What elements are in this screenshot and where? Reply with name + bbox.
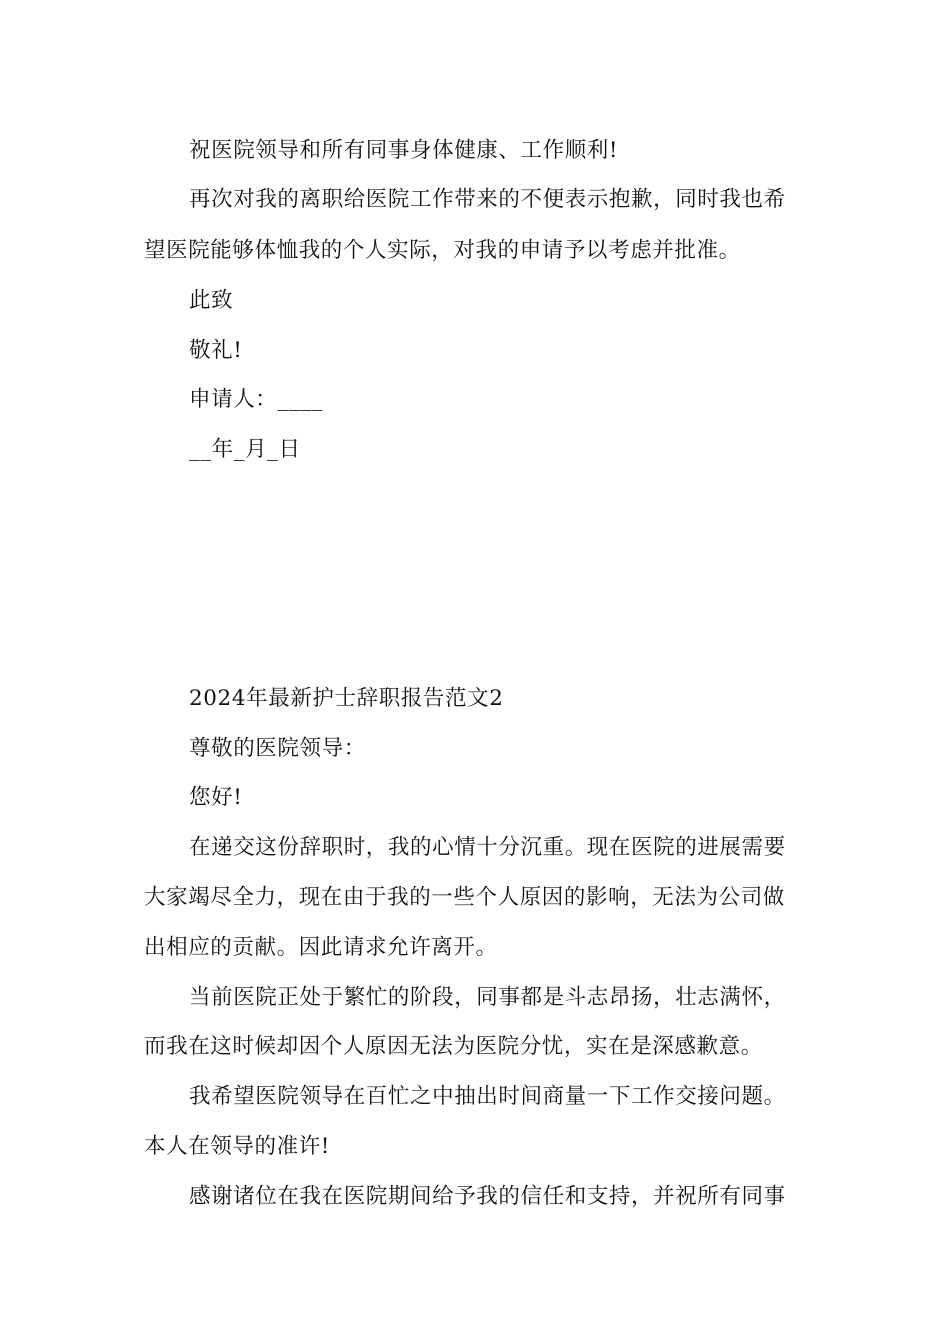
- paragraph-1-line-1: 在递交这份辞职时，我的心情十分沉重。现在医院的进展需要: [189, 835, 786, 860]
- paragraph-2-line-1: 当前医院正处于繁忙的阶段，同事都是斗志昂扬，壮志满怀，: [189, 985, 786, 1010]
- paragraph-2-line-2: 而我在这时候却因个人原因无法为医院分忧，实在是深感歉意。: [144, 1034, 763, 1059]
- paragraph-1-line-3: 出相应的贡献。因此请求允许离开。: [144, 935, 498, 960]
- paragraph-3-line-1: 我希望医院领导在百忙之中抽出时间商量一下工作交接问题。: [189, 1084, 786, 1109]
- salutation-cizhi: 此致: [189, 288, 234, 313]
- apology-line-2: 望医院能够体恤我的个人实际，对我的申请予以考虑并批准。: [144, 238, 741, 263]
- greeting-recipient: 尊敬的医院领导：: [189, 736, 366, 761]
- closing-wish: 祝医院领导和所有同事身体健康、工作顺利!: [189, 138, 619, 163]
- apology-line-1: 再次对我的离职给医院工作带来的不便表示抱歉，同时我也希: [189, 187, 786, 212]
- paragraph-1-line-2: 大家竭尽全力，现在由于我的一些个人原因的影响，无法为公司做: [144, 885, 785, 910]
- date-line: __年_月_日: [189, 437, 301, 462]
- salutation-jingli: 敬礼!: [189, 338, 243, 363]
- paragraph-3-line-2: 本人在领导的准许!: [144, 1134, 331, 1159]
- applicant-line: 申请人：____: [189, 387, 323, 412]
- greeting-hello: 您好!: [189, 785, 243, 810]
- paragraph-4-line-1: 感谢诸位在我在医院期间给予我的信任和支持，并祝所有同事: [189, 1184, 786, 1209]
- article-title: 2024年最新护士辞职报告范文2: [189, 686, 504, 711]
